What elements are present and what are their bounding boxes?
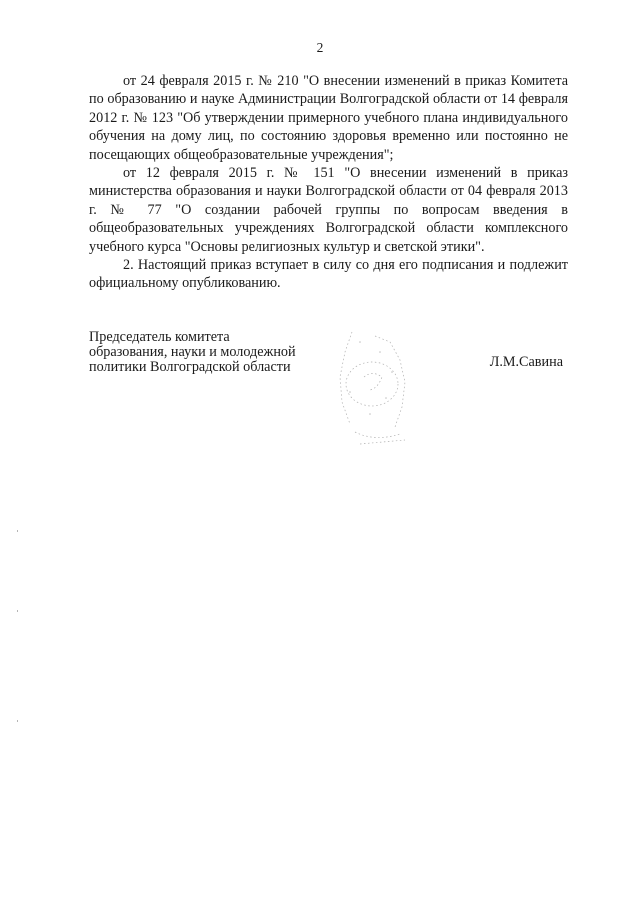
paragraph-effective-date: 2. Настоящий приказ вступает в силу со дня его подписания и подлежит официальному опубликованию. — [89, 257, 568, 292]
signatory-position — [89, 330, 296, 374]
paragraph-order-151: от 12 февраля 2015 г. № 151 "О внесении изменений в приказ министерства образования и науки Волгоградской области от 04 февраля 2013 г. № 77 "О создании рабочей группы по вопросам введения в общеобразовательных учреждениях Волгоградской области комплексного учебного курса "Основы религиозных культур и светской этики". — [89, 165, 568, 255]
signatory-name: Л.М.Савина — [489, 354, 563, 370]
paragraph-order-210: от 24 февраля 2015 г. № 210 "О внесении изменений в приказ Комитета по образованию и науке Администрации Волгоградской области от 14 февраля 2012 г. № 123 "Об утверждении примерного учебного плана индивидуального обучения на дому лиц, по состоянию здоровья временно или постоянно не посещающих общеобразовательные учреждения"; — [89, 73, 568, 163]
signatory-position-line: Председатель комитета — [89, 329, 230, 345]
document-body — [89, 72, 568, 293]
page-number: 2 — [316, 40, 324, 55]
signatory-position-line: образования, науки и молодежной — [89, 343, 296, 360]
faded-stamp — [320, 322, 420, 452]
signatory-position-line: политики Волгоградской области — [89, 358, 291, 375]
margin-marks — [14, 520, 22, 740]
